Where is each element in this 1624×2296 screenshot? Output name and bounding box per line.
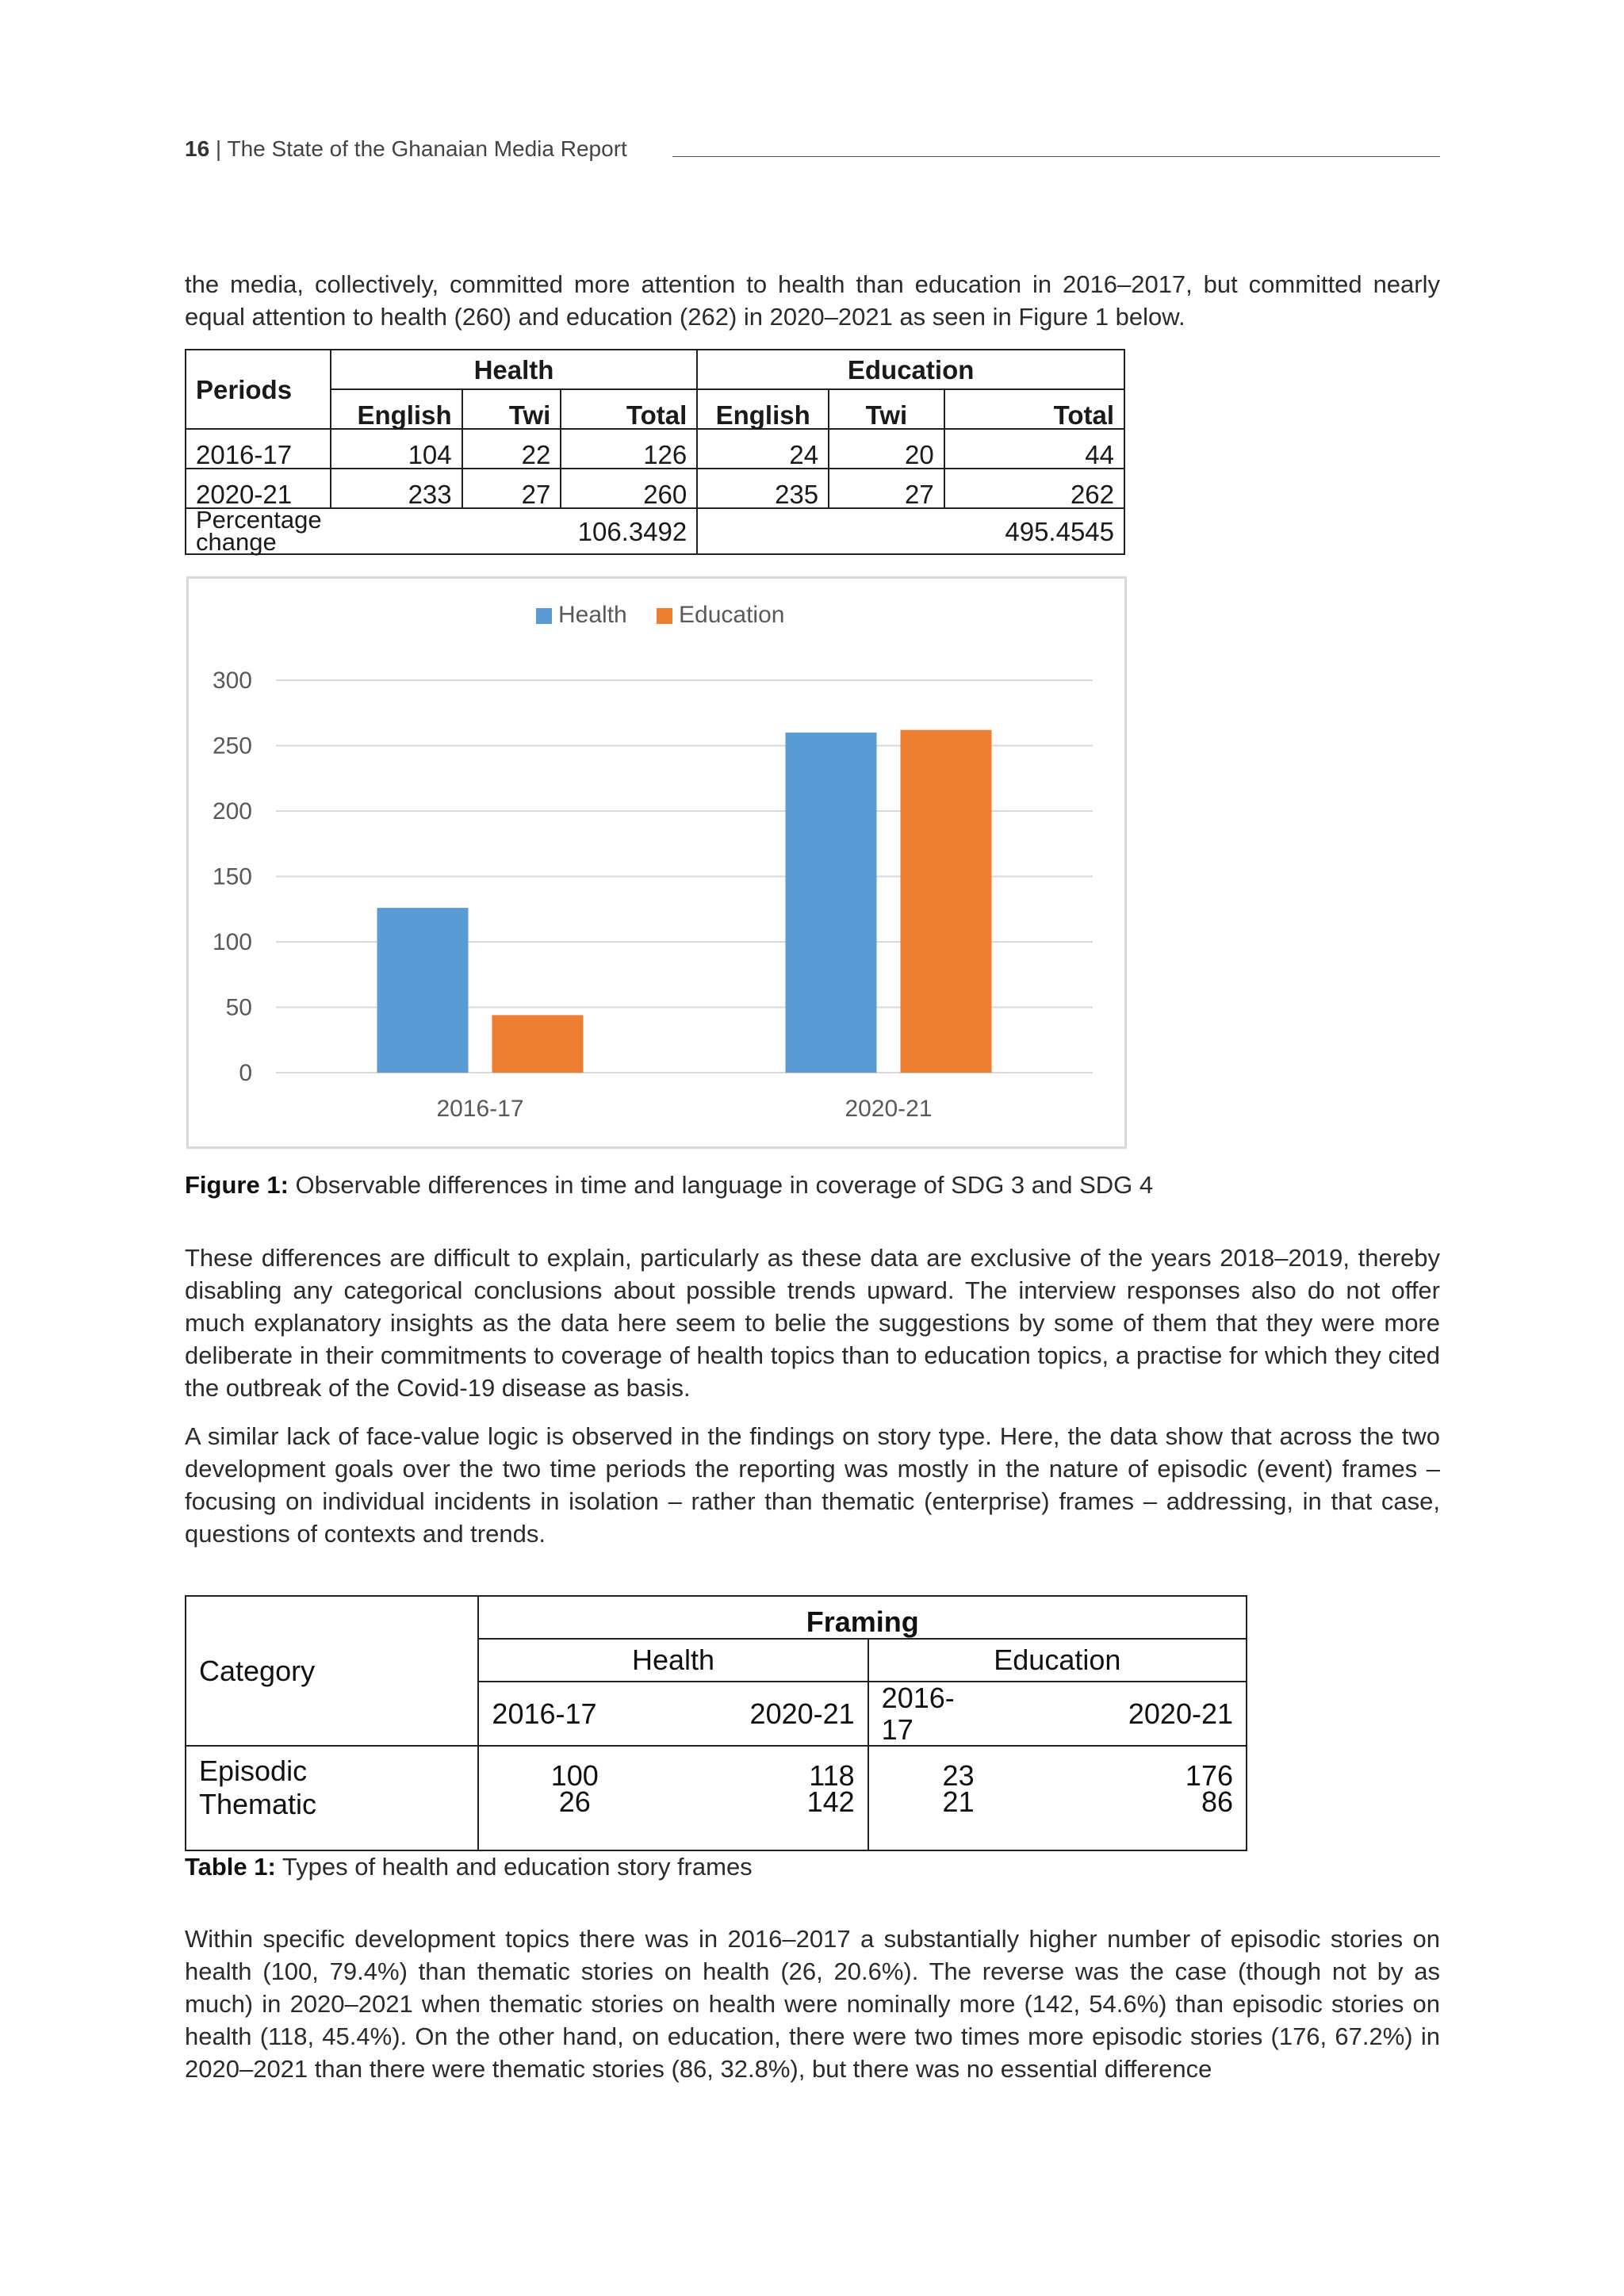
education-total-header: Total — [944, 389, 1124, 429]
value-cell: 262 — [944, 469, 1124, 508]
table-caption-label: Table 1: — [185, 1853, 276, 1881]
category-thematic: Thematic — [199, 1788, 317, 1821]
year-header: 2020-21 — [670, 1682, 868, 1746]
health-2016-cell: 100 26 — [478, 1746, 670, 1850]
legend-swatch-education — [657, 608, 672, 624]
figure-caption-label: Figure 1: — [185, 1171, 289, 1199]
closing-paragraph — [185, 1923, 1440, 2085]
bar-health-2016-17 — [377, 908, 469, 1073]
health-group-header: Health — [331, 350, 698, 389]
table-row — [186, 469, 1124, 508]
header-separator: | — [209, 136, 228, 161]
body-paragraph-1 — [185, 1242, 1440, 1404]
period-cell: 2016-17 — [186, 429, 331, 469]
paragraph-text: A similar lack of face-value logic is observed in the findings on story type. Here, the data show that across the two development goals over the two time periods the reporting was mostly in the nature of episodic (event) frames – focusing on individual incidents in isolation – rather than thematic (enterprise) frames – addressing, in that case, questions of contexts and trends. — [185, 1422, 1440, 1548]
value-cell: 24 — [697, 429, 829, 469]
intro-text: the media, collectively, committed more attention to health than education in 2016–2017, but committed nearly equal attention to health (260) and education (262) in 2020–2021 as seen in Figure 1 below. — [185, 270, 1440, 331]
framing-table — [185, 1595, 1247, 1851]
y-tick-label: 150 — [212, 863, 252, 890]
running-header — [185, 136, 627, 162]
figure-caption — [185, 1171, 1153, 1200]
year-header: 2020-21 — [987, 1682, 1247, 1746]
legend-swatch-health — [536, 608, 552, 624]
percentage-change-label: Percentage change — [186, 508, 561, 554]
value-cell: 233 — [331, 469, 462, 508]
education-group-header: Education — [697, 350, 1124, 389]
value-cell: 22 — [462, 429, 561, 469]
legend-label-health: Health — [558, 602, 627, 628]
percentage-change-row — [186, 508, 1124, 554]
periods-header: Periods — [186, 350, 331, 429]
y-tick-label: 300 — [212, 668, 252, 694]
body-paragraph-2 — [185, 1420, 1440, 1550]
x-tick-label: 2020-21 — [845, 1096, 933, 1122]
value-cell: 20 — [829, 429, 944, 469]
y-tick-label: 0 — [239, 1060, 252, 1086]
value-cell: 260 — [561, 469, 697, 508]
bar-education-2016-17 — [492, 1015, 584, 1073]
page-number: 16 — [185, 136, 210, 161]
bar-chart — [189, 579, 1124, 1146]
bar-education-2020-21 — [901, 730, 992, 1073]
year-header: 2016-17 — [868, 1682, 987, 1746]
education-english-header: English — [697, 389, 829, 429]
intro-paragraph — [185, 268, 1440, 333]
header-rule — [672, 156, 1440, 157]
value-cell: 27 — [829, 469, 944, 508]
value-cell: 104 — [331, 429, 462, 469]
value-cell: 235 — [697, 469, 829, 508]
y-tick-label: 250 — [212, 733, 252, 760]
category-header: Category — [186, 1596, 478, 1746]
table-row — [186, 1746, 1247, 1850]
category-episodic: Episodic — [199, 1755, 308, 1788]
table-caption-text: Types of health and education story frames — [275, 1853, 753, 1881]
education-2020-cell: 176 86 — [987, 1746, 1247, 1850]
y-tick-label: 100 — [212, 929, 252, 955]
health-2020-cell: 118 142 — [670, 1746, 868, 1850]
coverage-table — [185, 349, 1125, 555]
table-caption — [185, 1853, 753, 1881]
paragraph-text: These differences are difficult to explain, particularly as these data are exclusive of the years 2018–2019, thereby disabling any categorical conclusions about possible trends upward. The interview responses also do not offer much explanatory insights as the data here seem to belie the suggestions by some of them that they were more deliberate in their commitments to coverage of health topics than to education topics, a practise for which they cited the outbreak of the Covid-19 disease as basis. — [185, 1244, 1440, 1402]
health-percentage-change: 106.3492 — [561, 508, 697, 554]
figure-caption-text: Observable differences in time and language in coverage of SDG 3 and SDG 4 — [288, 1171, 1154, 1199]
category-cell — [186, 1746, 478, 1850]
education-2016-cell: 23 21 — [868, 1746, 987, 1850]
legend-label-education: Education — [679, 602, 785, 628]
x-tick-label: 2016-17 — [436, 1096, 524, 1122]
education-header: Education — [868, 1639, 1247, 1682]
chart-frame — [186, 576, 1127, 1149]
health-header: Health — [478, 1639, 868, 1682]
bar-health-2020-21 — [786, 733, 877, 1073]
value-cell: 27 — [462, 469, 561, 508]
paragraph-text: Within specific development topics there was in 2016–2017 a substantially higher number of episodic stories on health (100, 79.4%) than thematic stories on health (26, 20.6%). The reverse was the case (though not by as much) in 2020–2021 when thematic stories on health were nominally more (142, 54.6%) than episodic stories on health (118, 45.4%). On the other hand, on education, there were two times more episodic stories (176, 67.2%) in 2020–2021 than there were thematic stories (86, 32.8%), but there was no essential difference — [185, 1925, 1440, 2083]
report-title: The State of the Ghanaian Media Report — [227, 136, 627, 161]
health-twi-header: Twi — [462, 389, 561, 429]
education-percentage-change: 495.4545 — [697, 508, 1124, 554]
framing-header: Framing — [478, 1596, 1247, 1639]
education-twi-header: Twi — [829, 389, 944, 429]
y-tick-label: 200 — [212, 798, 252, 825]
y-tick-label: 50 — [225, 994, 252, 1021]
health-english-header: English — [331, 389, 462, 429]
value-cell: 44 — [944, 429, 1124, 469]
health-total-header: Total — [561, 389, 697, 429]
period-cell: 2020-21 — [186, 469, 331, 508]
table-row — [186, 429, 1124, 469]
year-header: 2016-17 — [478, 1682, 670, 1746]
value-cell: 126 — [561, 429, 697, 469]
